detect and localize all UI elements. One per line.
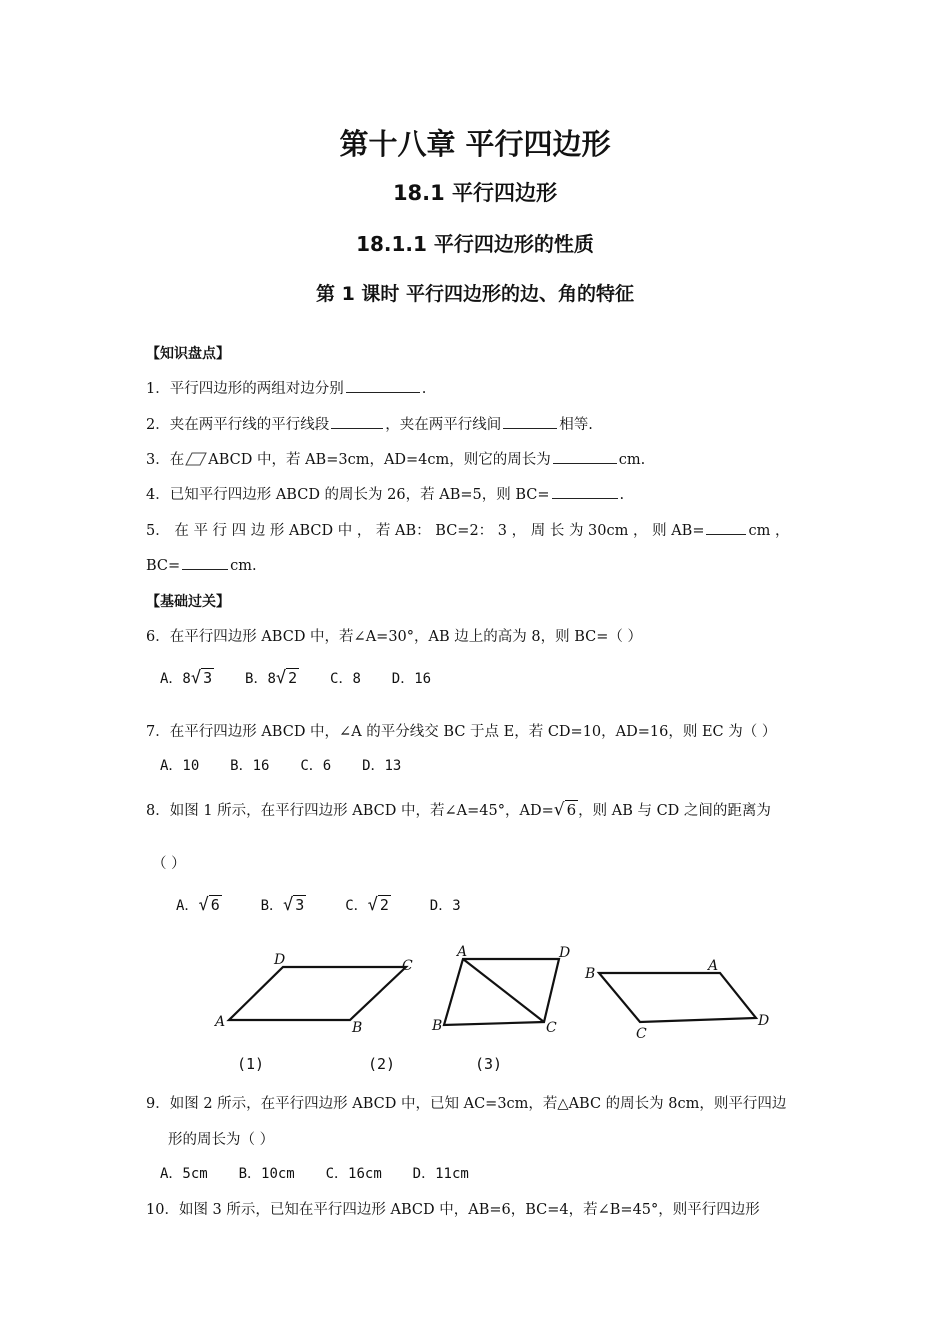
question-9: 9．如图 2 所示，在平行四边形 ABCD 中，已知 AC=3cm，若△ABC 的周长为 8cm，则平行四边: [146, 1096, 787, 1112]
option-c[interactable]: C．6: [300, 758, 332, 774]
answer-blank[interactable]: [331, 414, 383, 429]
answer-blank[interactable]: [182, 555, 228, 570]
question-8-options: [176, 895, 461, 915]
fig2-label-d: D: [559, 945, 571, 961]
question-10: 10．如图 3 所示，已知在平行四边形 ABCD 中，AB=6，BC=4，若∠B=45°，则平行四边形: [146, 1202, 760, 1218]
option-b[interactable]: B．16: [230, 758, 270, 774]
fig2-label-a: A: [457, 944, 468, 960]
option-b[interactable]: B．10cm: [238, 1166, 295, 1182]
question-8-paren: （ ）: [152, 856, 186, 872]
question-6-options: [160, 668, 431, 688]
question-9-options: [160, 1163, 469, 1183]
question-8: 8．如图 1 所示，在平行四边形 ABCD 中，若∠A=45°，AD=√ 6 ，则 AB 与 CD 之间的距离为: [146, 800, 771, 820]
question-7: 7．在平行四边形 ABCD 中，∠A 的平分线交 BC 于点 E，若 CD=10，AD=16，则 EC 为（ ）: [146, 724, 777, 740]
figures-area: [200, 940, 800, 1050]
answer-blank[interactable]: [503, 414, 557, 429]
fig1-label-a: A: [215, 1014, 226, 1030]
figure-2-caption: (2): [368, 1055, 396, 1073]
option-d[interactable]: D．13: [362, 758, 402, 774]
fig2-label-c: C: [546, 1020, 557, 1036]
answer-blank[interactable]: [346, 378, 420, 393]
fig3-label-b: B: [585, 966, 596, 982]
fig3-label-d: D: [758, 1013, 770, 1029]
option-b[interactable]: B．8√ 2: [245, 668, 298, 688]
question-1: 1．平行四边形的两组对边分别 .: [146, 377, 426, 398]
option-d[interactable]: D．3: [429, 898, 461, 914]
question-5-continued: BC= cm.: [146, 555, 257, 574]
answer-blank[interactable]: [553, 449, 617, 464]
chapter-title: 第十八章 平行四边形: [339, 127, 611, 161]
answer-blank[interactable]: [552, 484, 618, 499]
question-9-continued: 形的周长为（ ）: [168, 1132, 275, 1148]
question-4: 4．已知平行四边形 ABCD 的周长为 26，若 AB=5，则 BC= .: [146, 483, 624, 504]
lesson-title: 第 1 课时 平行四边形的边、角的特征: [315, 283, 635, 305]
option-b[interactable]: B．√ 3: [260, 895, 305, 915]
fig1-label-c: C: [402, 958, 413, 974]
option-a[interactable]: A．5cm: [160, 1166, 208, 1182]
option-c[interactable]: C．8: [330, 671, 361, 687]
section-heading-knowledge: 【知识盘点】: [146, 346, 230, 362]
question-3: 3．在 ABCD 中，若 AB=3cm，AD=4cm，则它的周长为 cm.: [146, 448, 645, 469]
option-a[interactable]: A．10: [160, 758, 200, 774]
question-5: 5． 在 平 行 四 边 形 ABCD 中 ， 若 AB： BC=2： 3 ， 周 长 为 30cm ， 则 AB= cm ，: [146, 519, 789, 540]
fig1-label-b: B: [352, 1020, 363, 1036]
option-d[interactable]: D．16: [391, 671, 432, 687]
option-d[interactable]: D．11cm: [412, 1166, 469, 1182]
figure-3-parallelogram: [584, 958, 769, 1042]
option-a[interactable]: A．√ 6: [176, 895, 220, 915]
answer-blank[interactable]: [706, 520, 746, 535]
subsection-title: 18.1.1 平行四边形的性质: [356, 232, 594, 256]
figure-3-caption: (3): [475, 1055, 503, 1073]
question-2: 2．夹在两平行线的平行线段 ，夹在两平行线间 相等.: [146, 413, 593, 434]
section-title: 18.1 平行四边形: [392, 181, 558, 205]
option-c[interactable]: C．16cm: [325, 1166, 382, 1182]
option-c[interactable]: C．√ 2: [345, 895, 389, 915]
fig3-label-a: A: [708, 958, 719, 974]
section-heading-basics: 【基础过关】: [146, 594, 230, 610]
fig2-label-b: B: [432, 1018, 443, 1034]
fig3-label-c: C: [636, 1026, 647, 1042]
question-6: 6．在平行四边形 ABCD 中，若∠A=30°，AB 边上的高为 8，则 BC=（ ）: [146, 629, 642, 645]
figure-2-parallelogram: [431, 944, 570, 1036]
question-7-options: [160, 755, 401, 775]
parallelogram-symbol-icon: [185, 452, 207, 466]
figure-1-parallelogram: [213, 952, 413, 1036]
fig1-label-d: D: [274, 952, 286, 968]
option-a[interactable]: A．8√ 3: [160, 668, 213, 688]
figure-1-caption: (1): [237, 1055, 265, 1073]
